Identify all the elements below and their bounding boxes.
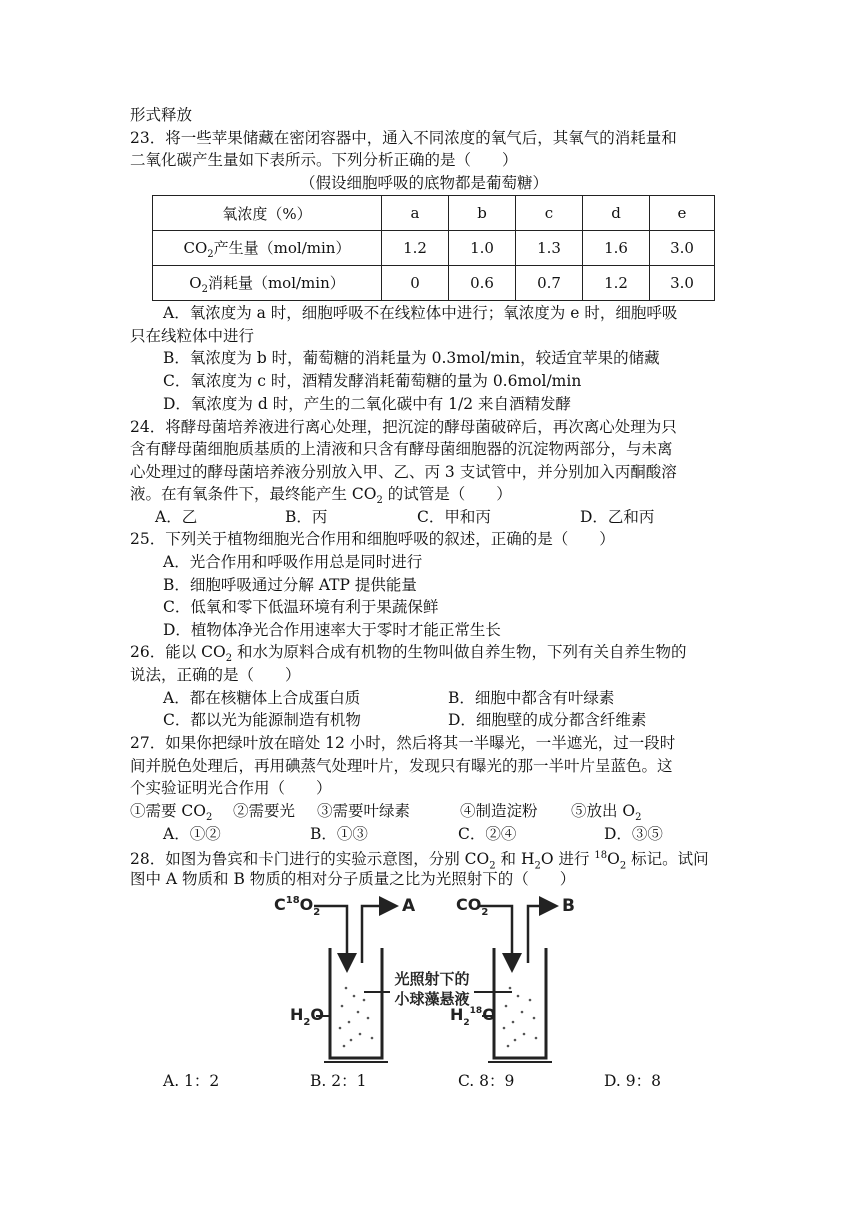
q26-option-c: C．都以光为能源制造有机物: [163, 711, 361, 729]
q24-option-a: A．乙: [155, 508, 198, 526]
table-header-cell: 氧浓度（%）: [153, 196, 382, 231]
q28-option-a: A. 1：2: [163, 1072, 220, 1090]
q26-option-a: A．都在核糖体上合成蛋白质: [163, 689, 361, 707]
q28-stem-line1: 28．如图为鲁宾和卡门进行的实验示意图，分别 $CO_2$ 和 $H_2O$ 进行 $^{18}O_2$ 标记。试问: [130, 850, 709, 872]
q25-option-b: B．细胞呼吸通过分解 ATP 提供能量: [163, 576, 417, 594]
q23-table-caption: （假设细胞呼吸的底物都是葡萄糖）: [300, 174, 549, 192]
table-cell: 1.6: [583, 231, 650, 266]
q24-stem-line3: 心处理过的酵母菌培养液分别放入甲、乙、丙 3 支试管中，并分别加入丙酮酸溶: [130, 463, 677, 481]
q27-option-b: B．①③: [310, 825, 368, 843]
q26-stem-line2: 说法，正确的是（ ）: [130, 666, 301, 684]
q24-stem-line1: 24．将酵母菌培养液进行离心处理，把沉淀的酵母菌破碎后，再次离心处理为只: [130, 418, 677, 436]
table-header-cell: e: [650, 196, 715, 231]
q23-stem-line2: 二氧化碳产生量如下表所示。下列分析正确的是（ ）: [130, 151, 518, 169]
q25-option-d: D．植物体净光合作用速率大于零时才能正常生长: [163, 621, 501, 639]
left-water-label: $H_2O$: [290, 1005, 324, 1028]
q25-option-c: C．低氧和零下低温环境有利于果蔬保鲜: [163, 598, 439, 616]
table-cell: 1.3: [516, 231, 583, 266]
q27-option-a: A．①②: [163, 825, 221, 843]
center-label-line1: 光照射下的: [394, 970, 470, 988]
q25-option-a: A．光合作用和呼吸作用总是同时进行: [163, 553, 423, 571]
q27-item-5: ⑤放出 $O_2$: [571, 802, 642, 824]
q27-option-d: D．③⑤: [604, 825, 663, 843]
q23-option-c: C．氧浓度为 c 时，酒精发酵消耗葡萄糖的量为 0.6mol/min: [163, 372, 582, 390]
q23-option-a-line1: A．氧浓度为 a 时，细胞呼吸不在线粒体中进行；氧浓度为 e 时，细胞呼吸: [163, 304, 678, 322]
q24-option-d: D．乙和丙: [580, 508, 655, 526]
q23-option-d: D．氧浓度为 d 时，产生的二氧化碳中有 1/2 来自酒精发酵: [163, 395, 572, 413]
q27-stem-line2: 间并脱色处理后，再用碘蒸气处理叶片，发现只有曝光的那一半叶片呈蓝色。这: [130, 757, 673, 775]
table-header-cell: d: [583, 196, 650, 231]
q27-stem-line1: 27．如果你把绿叶放在暗处 12 小时，然后将其一半曝光，一半遮光，过一段时: [130, 734, 676, 752]
q26-stem-line1: 26．能以 $CO_2$ 和水为原料合成有机物的生物叫做自养生物，下列有关自养生物的: [130, 643, 687, 665]
left-beaker: [324, 948, 388, 1062]
q28-option-b: B. 2：1: [310, 1072, 367, 1090]
q24-option-b: B．丙: [285, 508, 328, 526]
q24-stem-line4: 液。在有氧条件下，最终能产生 $CO_2$ 的试管是（ ）: [130, 485, 512, 507]
q23-stem-line1: 23．将一些苹果储藏在密闭容器中，通入不同浓度的氧气后，其氧气的消耗量和: [130, 129, 677, 147]
q27-item-4: ④制造淀粉: [460, 802, 538, 820]
q27-item-2: ②需要光: [233, 802, 296, 820]
left-algae-particles: [339, 987, 374, 1048]
q28-option-c: C. 8：9: [458, 1072, 515, 1090]
q28-option-d: D. 9：8: [604, 1072, 661, 1090]
q28-experiment-figure: [272, 888, 592, 1068]
q27-item-3: ③需要叶绿素: [317, 802, 411, 820]
right-beaker: [488, 948, 552, 1062]
table-cell: 1.2: [583, 266, 650, 301]
table-cell: 0: [382, 266, 449, 301]
q27-option-c: C．②④: [458, 825, 517, 843]
q24-option-c: C．甲和丙: [417, 508, 491, 526]
row-label-o2: $O_2$消耗量（mol/min）: [153, 266, 382, 301]
q27-item-1: ①需要 $CO_2$: [130, 802, 213, 824]
table-cell: 0.6: [449, 266, 516, 301]
q28-stem-line2: 图中 A 物质和 B 物质的相对分子质量之比为光照射下的（ ）: [130, 870, 576, 888]
q25-stem: 25．下列关于植物细胞光合作用和细胞呼吸的叙述，正确的是（ ）: [130, 530, 615, 548]
table-header-cell: c: [516, 196, 583, 231]
right-inlet-label: $CO_2$: [456, 895, 489, 918]
right-algae-particles: [503, 987, 538, 1048]
table-header-cell: a: [382, 196, 449, 231]
q27-stem-line3: 个实验证明光合作用（ ）: [130, 779, 332, 797]
table-cell: 1.0: [449, 231, 516, 266]
right-outlet-tube: [528, 906, 554, 963]
table-cell: 1.2: [382, 231, 449, 266]
row-label-co2: $CO_2$产生量（mol/min）: [153, 231, 382, 266]
q26-option-d: D．细胞壁的成分都含纤维素: [448, 711, 647, 729]
table-header-row: [153, 196, 715, 231]
center-label-line2: 小球藻悬液: [394, 990, 470, 1008]
q26-option-b: B．细胞中都含有叶绿素: [448, 689, 615, 707]
table-header-cell: b: [449, 196, 516, 231]
right-water-label: $H_2^{18}O$: [450, 1005, 496, 1028]
q23-option-a-line2: 只在线粒体中进行: [130, 327, 255, 345]
q24-stem-line2: 含有酵母菌细胞质基质的上清液和只含有酵母菌细胞器的沉淀物两部分，与未离: [130, 440, 673, 458]
table-cell: 3.0: [650, 231, 715, 266]
left-outlet-tube: [362, 906, 394, 963]
left-inlet-label: $C^{18}O_2$: [274, 895, 321, 918]
q23-option-b: B．氧浓度为 b 时，葡萄糖的消耗量为 0.3mol/min，较适宜苹果的储藏: [163, 349, 660, 367]
table-cell: 3.0: [650, 266, 715, 301]
table-row: [153, 266, 715, 301]
table-row: [153, 231, 715, 266]
right-outlet-label: B: [562, 896, 575, 916]
q23-data-table: [152, 195, 715, 301]
left-outlet-label: A: [402, 896, 416, 916]
header-fragment: 形式释放: [130, 106, 193, 124]
table-cell: 0.7: [516, 266, 583, 301]
